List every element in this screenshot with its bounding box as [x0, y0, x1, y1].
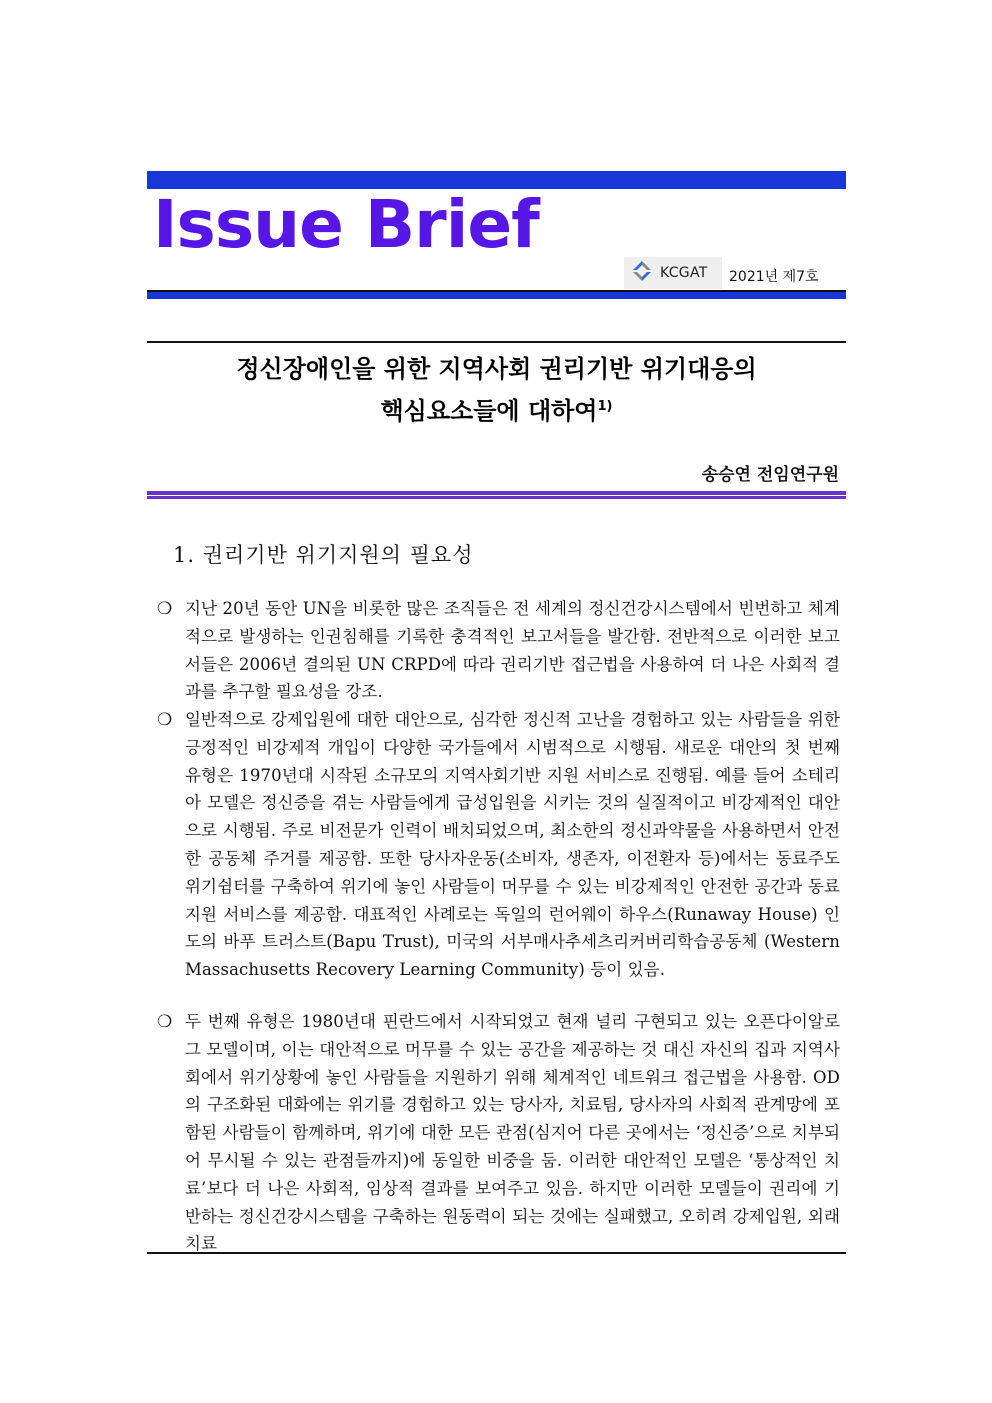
bullet-circle-icon: ❍ [157, 1012, 173, 1032]
page-bottom-rule [147, 1252, 846, 1254]
kcgat-logo [624, 257, 722, 289]
bullet-paragraph [157, 1008, 840, 1252]
paragraph-text: 두 번째 유형은 1980년대 핀란드에서 시작되었고 현재 널리 구현되고 있는 오픈다이알로그 모델이며, 이는 대안적으로 머무를 수 있는 공간을 제공하는 것 대신 자신의 집과 지역사회에서 위기상황에 놓인 사람들을 지원하기 위해 체계적인 네트워크 접근법을 사용함. OD의 구조화된 대화에는 위기를 경험하고 있는 당사자, 치료팀, 당사자의 사회적 관계망에 포함된 사람들이 함께하며, 위기에 대한 모든 관점(심지어 다른 곳에서는 ‘정신증’으로 치부되어 무시될 수 있는 관점들까지)에 동일한 비중을 둠. 이러한 대안적인 모델은 ‘통상적인 치료’보다 더 나은 사회적, 임상적 결과를 보여주고 있음. 하지만 이러한 모델들이 권리에 기반하는 정신건강시스템을 구축하는 원동력이 되는 것에는 실패했고, 오히려 강제입원, 외래치료 [185, 1012, 840, 1252]
author-rule [147, 491, 846, 495]
document-title-line-2 [147, 391, 846, 426]
kcgat-diamond-logo-icon [630, 259, 654, 287]
bullet-circle-icon: ❍ [157, 599, 173, 619]
footnote-marker[interactable]: 1) [597, 399, 613, 414]
document-title-text: 핵심요소들에 대하여 [380, 397, 598, 425]
kcgat-logo-text: KCGAT [660, 265, 708, 281]
bullet-paragraph [157, 706, 840, 984]
author-name: 송승연 전임연구원 [701, 465, 839, 485]
issue-number: 2021년 제7호 [729, 269, 819, 285]
author-rule-lower [147, 496, 846, 499]
paragraph-text: 지난 20년 동안 UN을 비롯한 많은 조직들은 전 세계의 정신건강시스템에서 빈번하고 체계적으로 발생하는 인권침해를 기록한 충격적인 보고서들을 발간함. 전반적으로 이러한 보고서들은 2006년 결의된 UN CRPD에 따라 권리기반 접근법을 사용하여 더 나은 사회적 결과를 추구할 필요성을 강조. [185, 599, 840, 702]
section-heading: 1. 권리기반 위기지원의 필요성 [173, 543, 474, 567]
paragraph-text: 일반적으로 강제입원에 대한 대안으로, 심각한 정신적 고난을 경험하고 있는 사람들을 위한 긍정적인 비강제적 개입이 다양한 국가들에서 시범적으로 시행됨. 새로운 대안의 첫 번째 유형은 1970년대 시작된 소규모의 지역사회기반 지원 서비스로 진행됨. 예를 들어 소테리아 모델은 정신증을 겪는 사람들에게 급성입원을 시키는 것의 실질적이고 비강제적인 대안으로 시행됨. 주로 비전문가 인력이 배치되었으며, 최소한의 정신과약물을 사용하면서 안전한 공동체 주거를 제공함. 또한 당사자운동(소비자, 생존자, 이전환자 등)에서는 동료주도 위기쉼터를 구축하여 위기에 놓인 사람들이 머무를 수 있는 비강제적인 안전한 공간과 동료지원 서비스를 제공함. 대표적인 사례로는 독일의 런어웨이 하우스(Runaway House) 인도의 바푸 트러스트(Bapu Trust), 미국의 서부매사추세츠리커버리학습공동체 (Western Massachusetts Recovery Learning Community) 등이 있음. [185, 710, 840, 980]
bullet-circle-icon: ❍ [157, 710, 173, 730]
title-top-rule [147, 341, 846, 343]
bullet-paragraph [157, 595, 840, 706]
masthead-bottom-bar [147, 292, 846, 299]
document-title-line-1: 정신장애인을 위한 지역사회 권리기반 위기대응의 [236, 355, 757, 383]
issue-brief-title: Issue Brief [153, 186, 539, 263]
page-content-clip [147, 1000, 846, 1252]
